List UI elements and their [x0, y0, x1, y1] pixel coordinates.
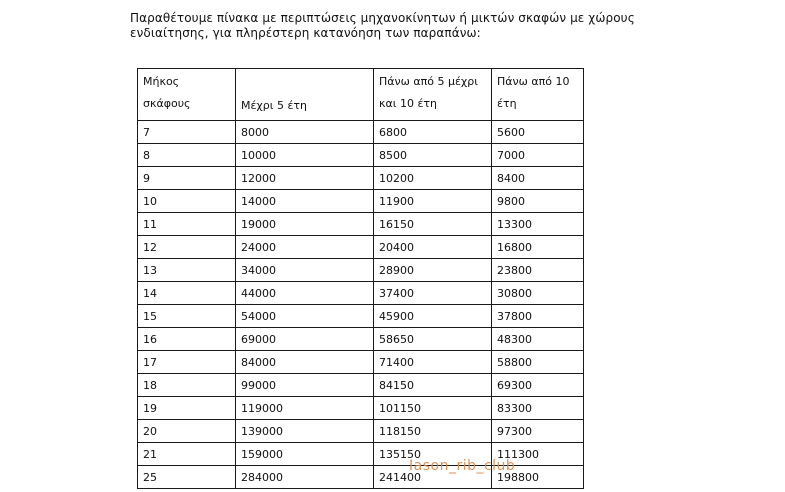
table-cell: 83300	[492, 397, 584, 420]
table-cell: 159000	[236, 443, 374, 466]
table-cell: 284000	[236, 466, 374, 489]
table-cell: 139000	[236, 420, 374, 443]
header-over-10-years: Πάνω από 10 έτη	[492, 69, 584, 121]
table-cell: 10000	[236, 144, 374, 167]
header-boat-length: Μήκος σκάφους	[138, 69, 236, 121]
table-cell: 20	[138, 420, 236, 443]
table-cell: 12	[138, 236, 236, 259]
table-cell: 97300	[492, 420, 584, 443]
table-cell: 16	[138, 328, 236, 351]
table-cell: 101150	[374, 397, 492, 420]
table-cell: 99000	[236, 374, 374, 397]
table-cell: 118150	[374, 420, 492, 443]
table-cell: 14000	[236, 190, 374, 213]
table-cell: 135150	[374, 443, 492, 466]
table-cell: 119000	[236, 397, 374, 420]
table-cell: 8500	[374, 144, 492, 167]
table-cell: 13	[138, 259, 236, 282]
table-row	[138, 397, 584, 420]
table-row	[138, 328, 584, 351]
table-cell: 58650	[374, 328, 492, 351]
table-row	[138, 466, 584, 489]
table-cell: 28900	[374, 259, 492, 282]
table-cell: 17	[138, 351, 236, 374]
table-cell: 54000	[236, 305, 374, 328]
header-up-to-5-years: Μέχρι 5 έτη	[236, 69, 374, 121]
table-cell: 20400	[374, 236, 492, 259]
table-cell: 15	[138, 305, 236, 328]
intro-line-2: ενδιαίτησης, για πληρέστερη κατανόηση των παραπάνω:	[130, 26, 481, 40]
table-row	[138, 190, 584, 213]
table-cell: 84000	[236, 351, 374, 374]
table-row	[138, 305, 584, 328]
table-cell: 19000	[236, 213, 374, 236]
table-cell: 6800	[374, 121, 492, 144]
table-cell: 11	[138, 213, 236, 236]
table-cell: 5600	[492, 121, 584, 144]
table-cell: 11900	[374, 190, 492, 213]
table-cell: 24000	[236, 236, 374, 259]
table-row	[138, 420, 584, 443]
table-cell: 48300	[492, 328, 584, 351]
table-cell: 8	[138, 144, 236, 167]
table-cell: 10	[138, 190, 236, 213]
table-row	[138, 351, 584, 374]
table-cell: 19	[138, 397, 236, 420]
table-cell: 241400	[374, 466, 492, 489]
table-row	[138, 213, 584, 236]
header-5-to-10-years: Πάνω από 5 μέχρι και 10 έτη	[374, 69, 492, 121]
table-cell: 16150	[374, 213, 492, 236]
table-row	[138, 374, 584, 397]
table-cell: 58800	[492, 351, 584, 374]
table-row	[138, 144, 584, 167]
table-cell: 14	[138, 282, 236, 305]
table-row	[138, 282, 584, 305]
table-cell: 84150	[374, 374, 492, 397]
table-cell: 8400	[492, 167, 584, 190]
table-row	[138, 443, 584, 466]
table-cell: 30800	[492, 282, 584, 305]
table-cell: 37400	[374, 282, 492, 305]
table-cell: 12000	[236, 167, 374, 190]
table-header-row	[138, 69, 584, 121]
table-cell: 13300	[492, 213, 584, 236]
table-cell: 45900	[374, 305, 492, 328]
table-cell: 71400	[374, 351, 492, 374]
table-cell: 25	[138, 466, 236, 489]
table-cell: 198800	[492, 466, 584, 489]
intro-paragraph	[130, 11, 690, 41]
boat-value-table	[137, 68, 584, 489]
table-cell: 10200	[374, 167, 492, 190]
table-cell: 7	[138, 121, 236, 144]
table-cell: 8000	[236, 121, 374, 144]
table-cell: 9800	[492, 190, 584, 213]
table-cell: 18	[138, 374, 236, 397]
table-cell: 69300	[492, 374, 584, 397]
watermark-text: Iason_rib_club	[409, 458, 516, 474]
table-row	[138, 121, 584, 144]
table-row	[138, 259, 584, 282]
table-row	[138, 167, 584, 190]
table-cell: 21	[138, 443, 236, 466]
table-cell: 69000	[236, 328, 374, 351]
table-cell: 7000	[492, 144, 584, 167]
table-cell: 9	[138, 167, 236, 190]
table-body	[138, 121, 584, 489]
table-cell: 16800	[492, 236, 584, 259]
table-cell: 44000	[236, 282, 374, 305]
table-row	[138, 236, 584, 259]
intro-line-1: Παραθέτουμε πίνακα με περιπτώσεις μηχανοκίνητων ή μικτών σκαφών με χώρους	[130, 11, 635, 25]
table-cell: 23800	[492, 259, 584, 282]
table-cell: 34000	[236, 259, 374, 282]
table-cell: 37800	[492, 305, 584, 328]
table-cell: 111300	[492, 443, 584, 466]
